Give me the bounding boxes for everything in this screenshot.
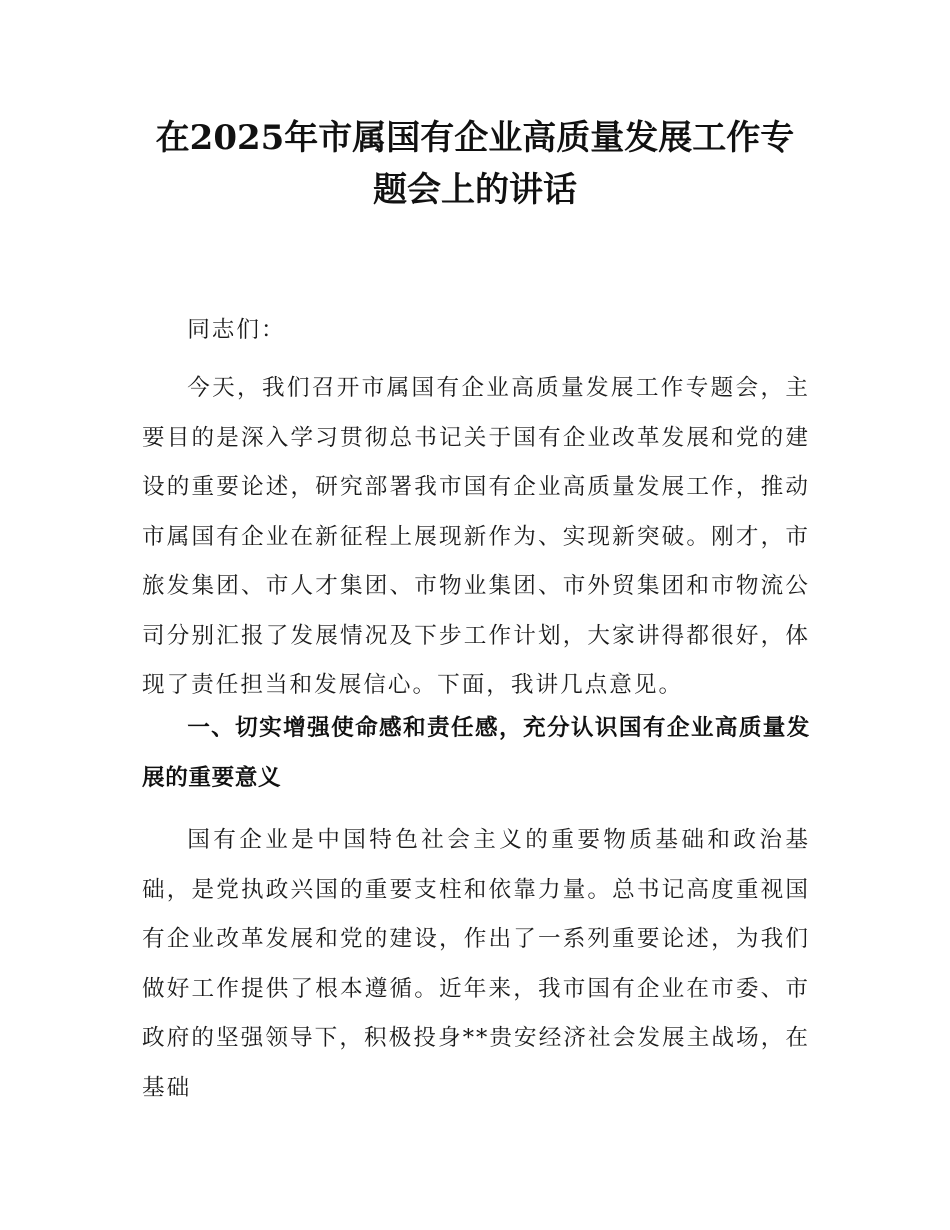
section-heading: 一、切实增强使命感和责任感，充分认识国有企业高质量发展的重要意义 bbox=[142, 715, 810, 791]
paragraph-intro: 今天，我们召开市属国有企业高质量发展工作专题会，主要目的是深入学习贯彻总书记关于国有企业改革发展和党的建设的重要论述，研究部署我市国有企业高质量发展工作，推动市属国有企业在新征程上展现新作为、实现新突破。刚才，市旅发集团、市人才集团、市物业集团、市外贸集团和市物流公司分别汇报了发展情况及下步工作计划，大家讲得都很好，体现了责任担当和发展信心。下面，我讲几点意见。 bbox=[142, 375, 810, 698]
greeting: 同志们： bbox=[187, 317, 286, 343]
document-title: 在2025年市属国有企业高质量发展工作专题会上的讲话 bbox=[155, 118, 795, 210]
paragraph-section-1: 国有企业是中国特色社会主义的重要物质基础和政治基础，是党执政兴国的重要支柱和依靠力量。总书记高度重视国有企业改革发展和党的建设，作出了一系列重要论述，为我们做好工作提供了根本遵循。近年来，我市国有企业在市委、市政府的坚强领导下，积极投身**贵安经济社会发展主战场，在基础 bbox=[142, 827, 810, 1101]
